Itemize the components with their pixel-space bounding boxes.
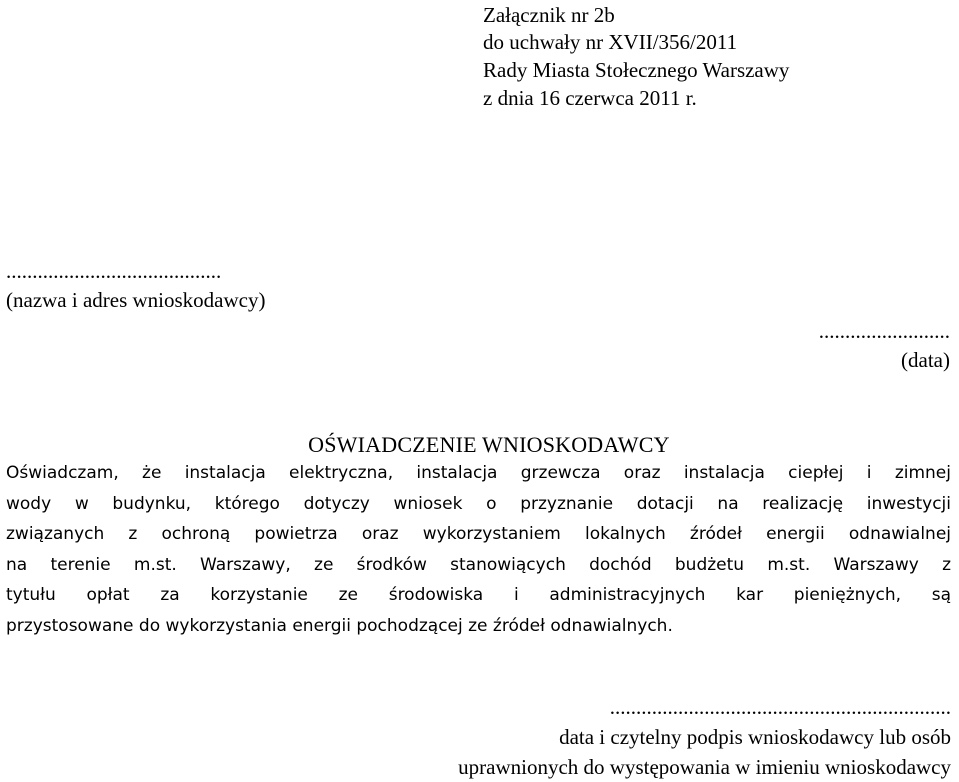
date-dots: ......................... — [818, 319, 950, 343]
statement-body — [6, 458, 951, 641]
date-label: (data) — [901, 348, 950, 372]
resolution-date: z dnia 16 czerwca 2011 r. — [483, 86, 697, 110]
council-name: Rady Miasta Stołecznego Warszawy — [483, 58, 790, 82]
signature-block — [458, 692, 951, 782]
applicant-dots: ......................................... — [6, 259, 222, 283]
resolution-number: do uchwały nr XVII/356/2011 — [483, 30, 738, 54]
statement-line: tytułu opłat za korzystanie ze środowiska i administracyjnych kar pieniężnych, są — [6, 585, 951, 605]
statement-line: na terenie m.st. Warszawy, ze środków stanowiących dochód budżetu m.st. Warszawy z — [6, 554, 951, 575]
signature-label-line1: data i czytelny podpis wnioskodawcy lub osób — [559, 725, 951, 749]
signature-label-line2: uprawnionych do występowania w imieniu wnioskodawcy — [458, 755, 951, 779]
attachment-number: Załącznik nr 2b — [483, 3, 615, 27]
statement-line: przystosowane do wykorzystania energii pochodzącej ze źródeł odnawialnych. — [6, 615, 673, 636]
applicant-label: (nazwa i adres wnioskodawcy) — [6, 288, 266, 312]
document-title-text: OŚWIADCZENIE WNIOSKODAWCY — [308, 432, 670, 457]
statement-line: wody w budynku, którego dotyczy wniosek o przyznanie dotacji na realizację inwestycji — [6, 493, 951, 514]
statement-line: Oświadczam, że instalacja elektryczna, instalacja grzewcza oraz instalacja ciepłej i zimnej — [6, 463, 951, 483]
statement-line: związanych z ochroną powietrza oraz wykorzystaniem lokalnych źródeł energii odnawialnej — [6, 524, 951, 544]
signature-dots: ................................................................. — [609, 695, 951, 719]
